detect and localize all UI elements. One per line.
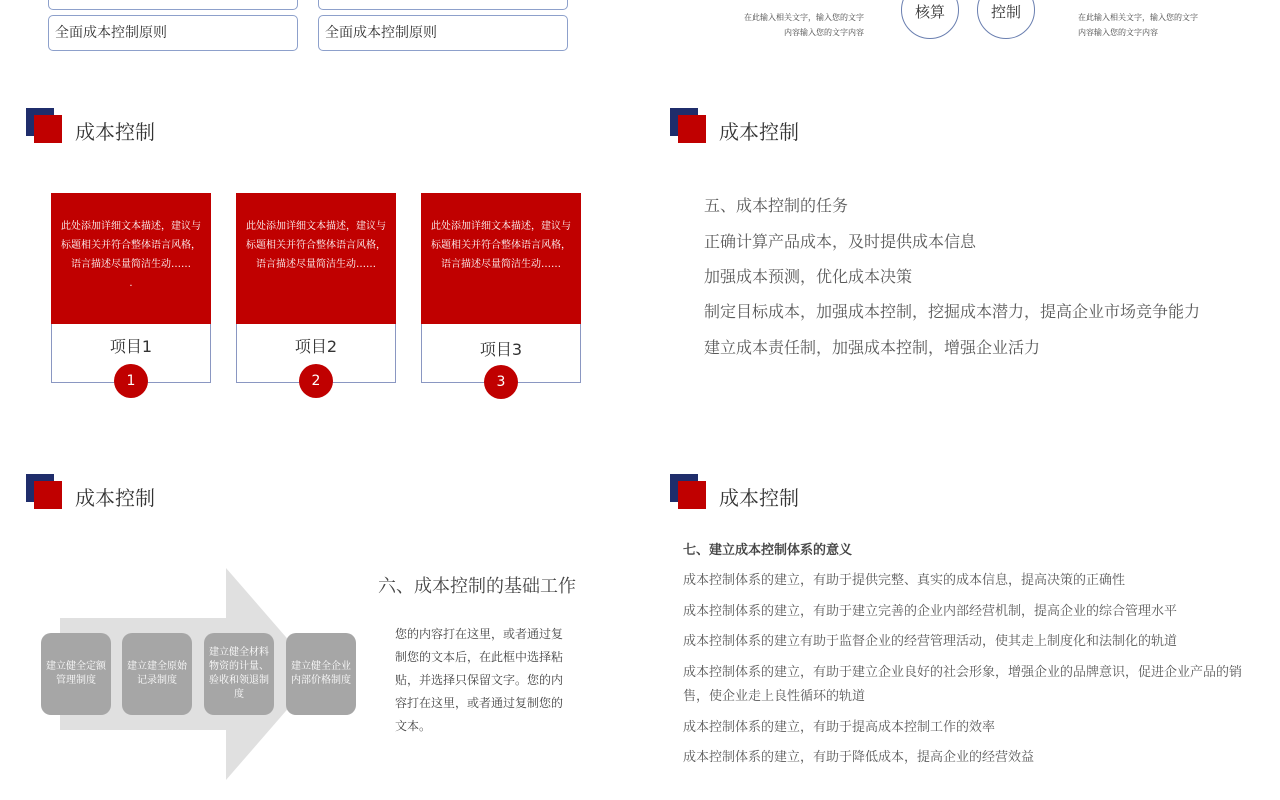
card-number-badge: 1 <box>114 364 148 398</box>
card-label: 项目1 <box>109 337 153 356</box>
significance-item: 成本控制体系的建立，有助于提高成本控制工作的效率 <box>683 720 996 735</box>
significance-item-cont: 售，使企业走上良性循环的轨道 <box>683 689 866 704</box>
basic-work-box-1: 建立健全定额管理制度 <box>41 633 111 715</box>
basic-work-paragraph: 您的内容打在这里，或者通过复制您的文本后，在此框中选择粘贴，并选择只保留文字。您的内容打在这里，或者通过复制您的文本。 <box>395 627 564 733</box>
basic-work-box-2: 建立建全原始记录制度 <box>122 633 192 715</box>
header-square-red <box>34 481 62 509</box>
project-card-1 <box>51 193 211 383</box>
project-card-3 <box>421 193 581 383</box>
section-title: 成本控制 <box>75 120 155 144</box>
card-description: 此处添加详细文本描述，建议与标题相关并符合整体语言风格，语言描述尽量简洁生动…… <box>421 193 581 324</box>
top-note-right: 在此输入相关文字，输入您的文字 内容输入您的文字内容 <box>1078 13 1198 37</box>
top-box-a1 <box>48 0 298 10</box>
circle-cost-control: 控制 <box>977 0 1035 39</box>
card-label: 项目2 <box>294 337 338 356</box>
top-box-a2: 全面成本控制原则 <box>48 15 298 51</box>
task-item: 建立成本责任制，加强成本控制，增强企业活力 <box>704 338 1041 357</box>
section-title: 成本控制 <box>719 486 799 510</box>
card-number-badge: 3 <box>484 365 518 399</box>
task-item: 加强成本预测，优化成本决策 <box>704 267 913 286</box>
task-heading: 五、成本控制的任务 <box>704 196 849 215</box>
basic-work-box-4: 建立健全企业内部价格制度 <box>286 633 356 715</box>
significance-item: 成本控制体系的建立，有助于建立完善的企业内部经营机制，提高企业的综合管理水平 <box>683 604 1178 619</box>
significance-item: 成本控制体系的建立，有助于降低成本，提高企业的经营效益 <box>683 750 1035 765</box>
top-box-b2: 全面成本控制原则 <box>318 15 568 51</box>
circle-cost-accounting: 核算 <box>901 0 959 39</box>
card-label: 项目3 <box>479 340 523 359</box>
header-square-red <box>34 115 62 143</box>
basic-work-box-3: 建立健全材料物资的计量、验收和领退制度 <box>204 633 274 715</box>
significance-item: 成本控制体系的建立，有助于提供完整、真实的成本信息，提高决策的正确性 <box>683 573 1126 588</box>
card-description: 此处添加详细文本描述，建议与标题相关并符合整体语言风格，语言描述尽量简洁生动…… <box>236 193 396 324</box>
basic-work-heading: 六、成本控制的基础工作 <box>378 576 576 597</box>
top-note-left: 在此输入相关文字，输入您的文字 内容输入您的文字内容 <box>744 13 864 37</box>
card-number-badge: 2 <box>299 364 333 398</box>
header-square-red <box>678 481 706 509</box>
header-square-red <box>678 115 706 143</box>
section-title: 成本控制 <box>75 486 155 510</box>
significance-heading: 七、建立成本控制体系的意义 <box>683 543 853 558</box>
significance-item: 成本控制体系的建立，有助于建立企业良好的社会形象，增强企业的品牌意识，促进企业产品的销 <box>683 665 1243 680</box>
section-title: 成本控制 <box>719 120 799 144</box>
card-description: 此处添加详细文本描述，建议与标题相关并符合整体语言风格，语言描述尽量简洁生动…… . <box>51 193 211 324</box>
task-item: 正确计算产品成本，及时提供成本信息 <box>704 232 977 251</box>
significance-item: 成本控制体系的建立有助于监督企业的经营管理活动，使其走上制度化和法制化的轨道 <box>683 634 1178 649</box>
task-item: 制定目标成本，加强成本控制，挖掘成本潜力，提高企业市场竞争能力 <box>704 302 1201 321</box>
project-card-2 <box>236 193 396 383</box>
top-box-b1 <box>318 0 568 10</box>
